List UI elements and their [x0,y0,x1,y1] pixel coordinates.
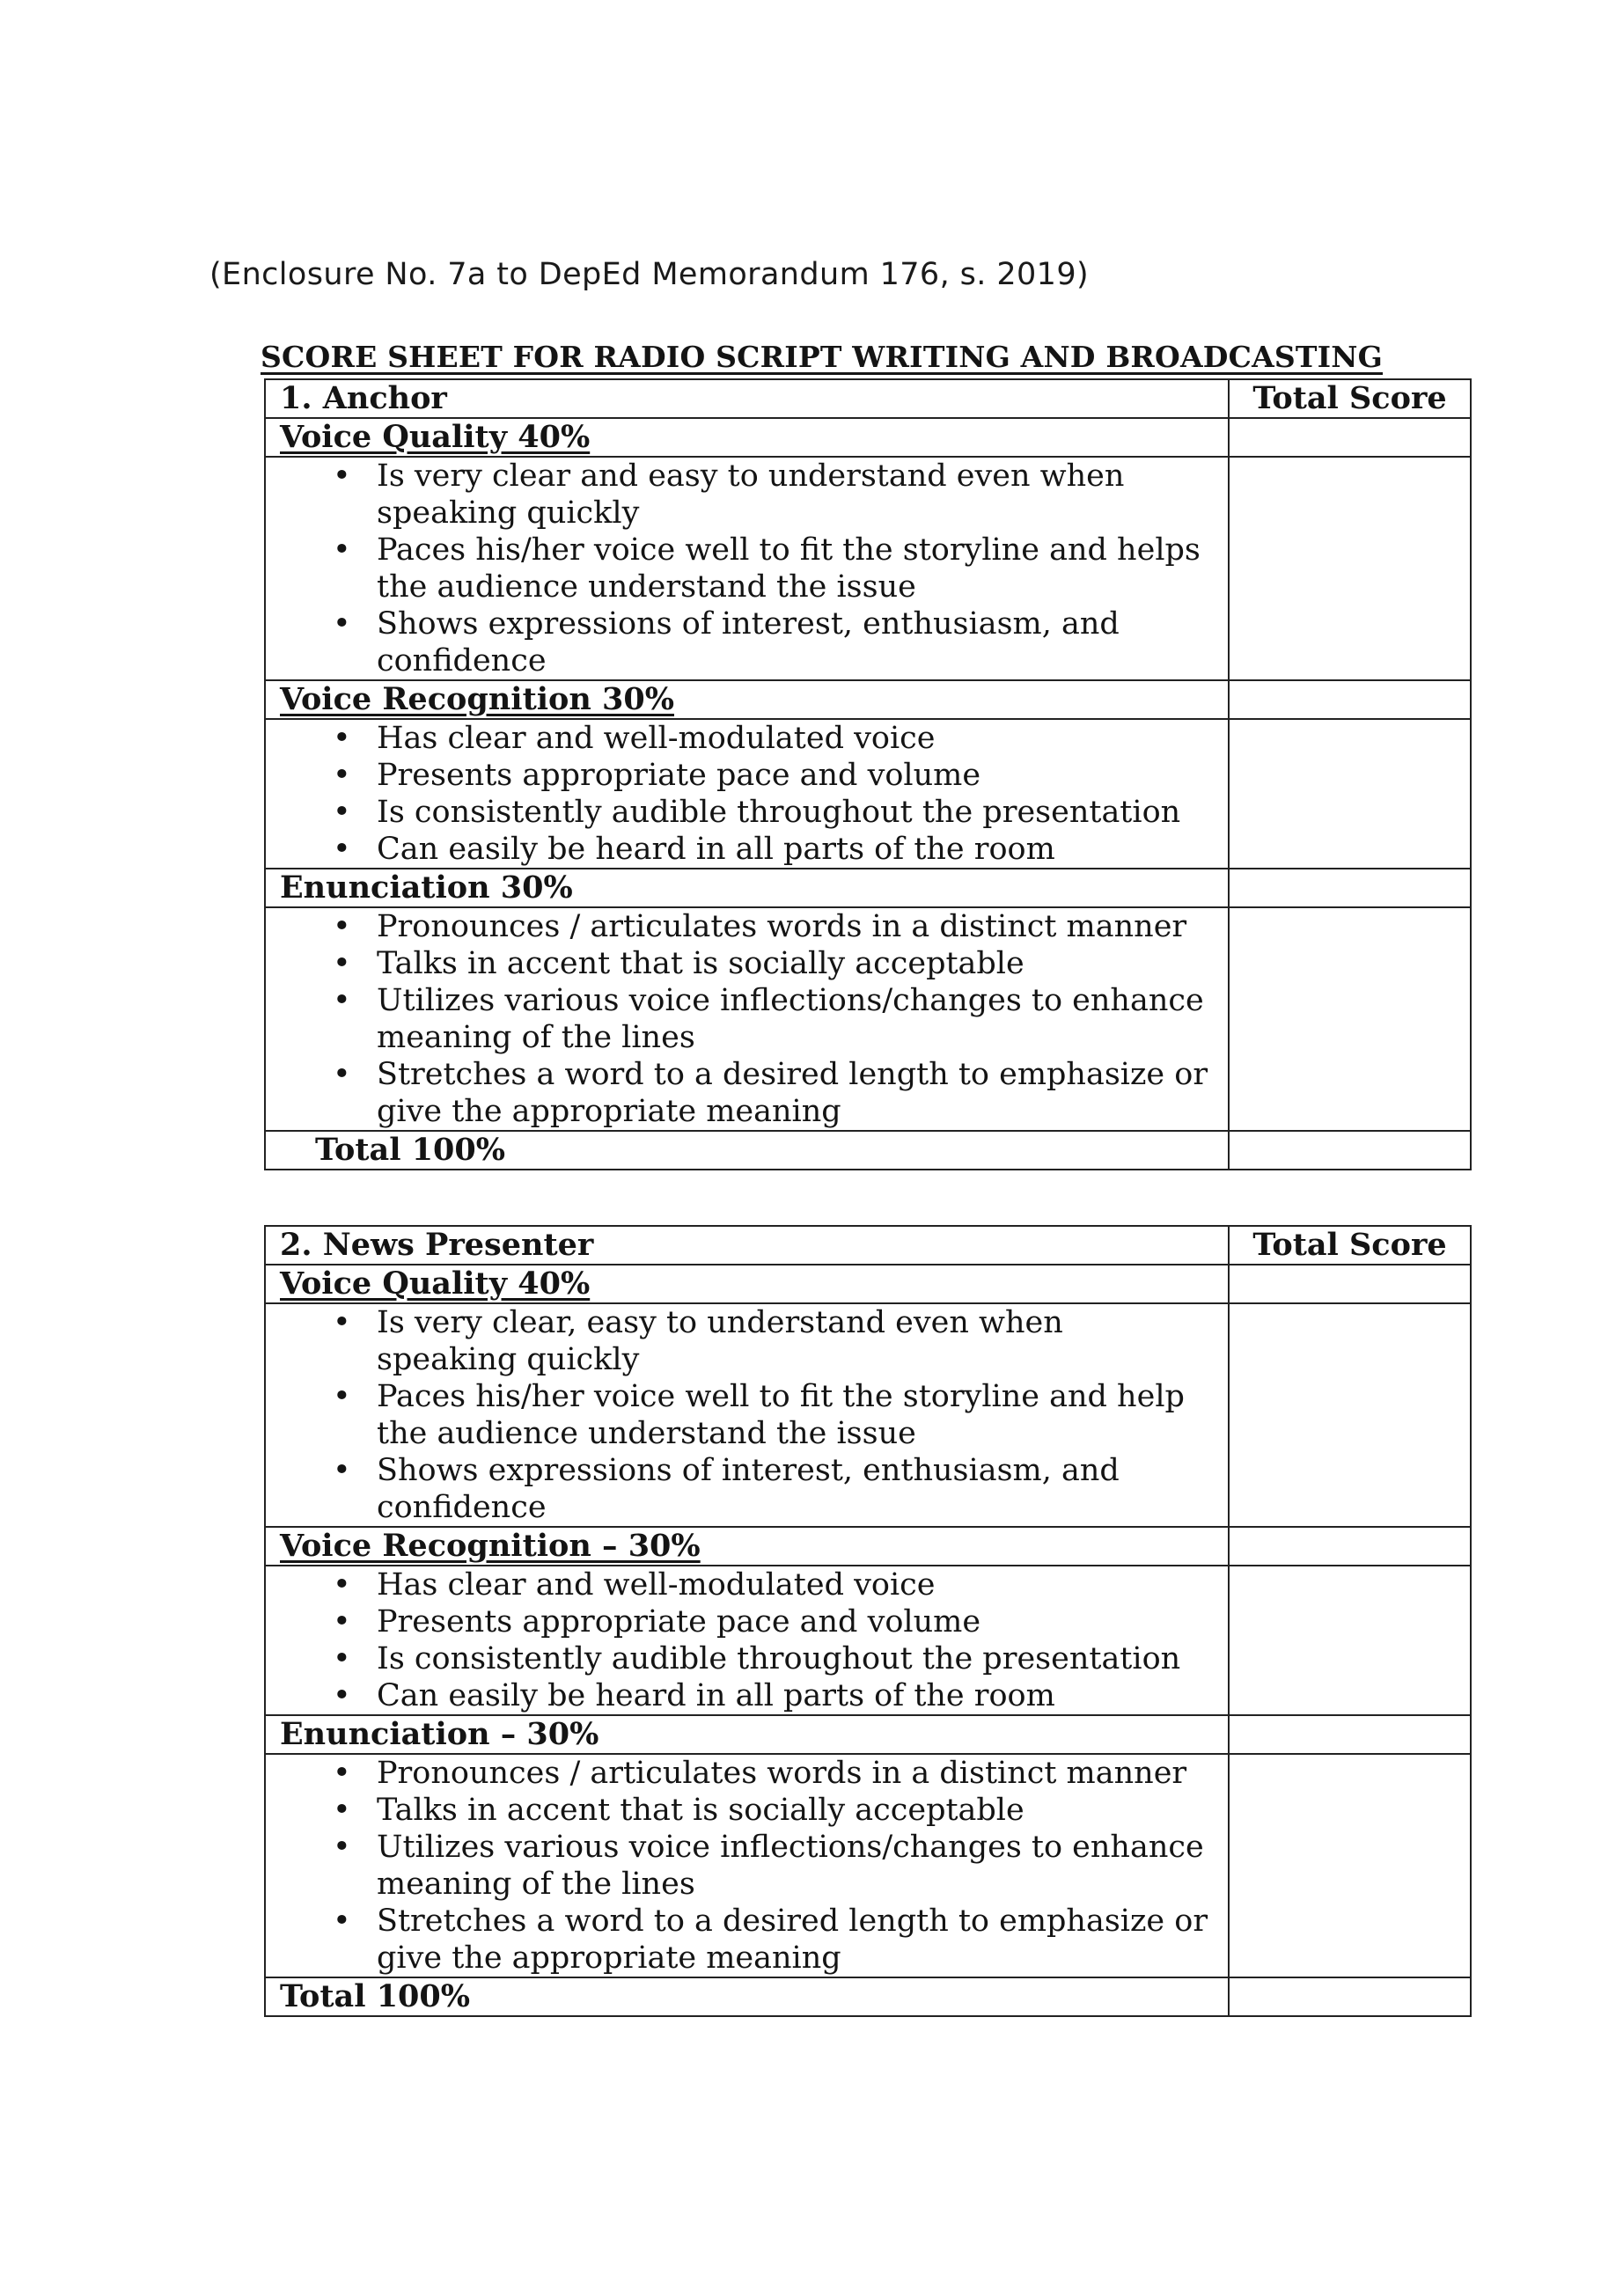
score-cell[interactable] [1229,1265,1471,1303]
score-sheet-title: SCORE SHEET FOR RADIO SCRIPT WRITING AND BROADCASTING [261,340,1384,374]
criterion-items [265,719,1229,869]
list-item-text: Utilizes various voice inflections/changes to enhance meaning of the lines [377,983,1204,1055]
list-item-text: Is very clear, easy to understand even when speaking quickly [377,1305,1063,1377]
bullet-icon: • [333,909,351,944]
list-item-text: Stretches a word to a desired length to emphasize or give the appropriate meaning [377,1057,1208,1129]
score-cell[interactable] [1229,869,1471,907]
bullet-list [266,720,1228,868]
list-item [266,908,1228,945]
criterion-items-row [265,1566,1471,1715]
section-header: 2. News Presenter [265,1226,1229,1265]
criterion-label [265,1265,1229,1303]
list-item [266,1603,1228,1640]
score-cell[interactable] [1229,719,1471,869]
list-item [266,1566,1228,1603]
total-score-header: Total Score [1229,1226,1471,1265]
criterion-items-row [265,907,1471,1131]
criterion-items-row [265,457,1471,680]
list-item-text: Has clear and well-modulated voice [377,1567,936,1603]
bullet-icon: • [333,946,351,981]
score-cell[interactable] [1229,907,1471,1131]
list-item [266,532,1228,605]
list-item [266,757,1228,794]
list-item [266,831,1228,868]
score-cell[interactable] [1229,1527,1471,1566]
criterion-items [265,1754,1229,1977]
total-row [265,1131,1471,1170]
total-score-header: Total Score [1229,379,1471,418]
bullet-icon: • [333,1379,351,1414]
criterion-items [265,1566,1229,1715]
score-cell[interactable] [1229,680,1471,719]
list-item [266,1792,1228,1829]
list-item-text: Pronounces / articulates words in a distinct manner [377,1756,1187,1791]
table-header-row [265,379,1471,418]
criterion-label-text: Voice Quality 40% [280,1265,591,1302]
list-item [266,1304,1228,1378]
total-label: Total 100% [265,1977,1229,2016]
list-item-text: Stretches a word to a desired length to emphasize or give the appropriate meaning [377,1904,1208,1976]
list-item [266,1755,1228,1792]
list-item [266,720,1228,757]
anchor-score-table [264,378,1472,1170]
list-item-text: Is consistently audible throughout the presentation [377,795,1181,830]
list-item-text: Talks in accent that is socially acceptable [377,1793,1024,1828]
list-item [266,1056,1228,1130]
bullet-icon: • [333,721,351,756]
criterion-label-text: Voice Recognition 30% [280,681,674,717]
bullet-icon: • [333,1793,351,1828]
list-item-text: Can easily be heard in all parts of the room [377,832,1055,867]
bullet-icon: • [333,1604,351,1639]
list-item [266,794,1228,831]
bullet-icon: • [333,795,351,830]
list-item-text: Paces his/her voice well to fit the storyline and helps the audience understand the issue [377,532,1201,605]
criterion-items-row [265,1754,1471,1977]
list-item-text: Shows expressions of interest, enthusiasm, and confidence [377,1453,1120,1525]
total-score-cell[interactable] [1229,1977,1471,2016]
bullet-icon: • [333,758,351,793]
list-item-text: Has clear and well-modulated voice [377,721,936,756]
score-cell[interactable] [1229,418,1471,457]
list-item-text: Utilizes various voice inflections/changes to enhance meaning of the lines [377,1830,1204,1902]
criterion-label: Enunciation – 30% [265,1715,1229,1754]
bullet-list [266,908,1228,1130]
criterion-row [265,1527,1471,1566]
list-item [266,1452,1228,1526]
criterion-items [265,907,1229,1131]
list-item-text: Paces his/her voice well to fit the storyline and help the audience understand the issue [377,1379,1185,1451]
list-item [266,1829,1228,1903]
criterion-label-text: Voice Recognition – 30% [280,1528,701,1564]
criterion-label [265,418,1229,457]
section-header: 1. Anchor [265,379,1229,418]
bullet-icon: • [333,1057,351,1092]
list-item [266,982,1228,1056]
list-item [266,458,1228,532]
criterion-items-row [265,1303,1471,1527]
bullet-icon: • [333,1904,351,1939]
list-item [266,1903,1228,1977]
criterion-label [265,1527,1229,1566]
bullet-list [266,1304,1228,1526]
list-item [266,1378,1228,1452]
list-item [266,1640,1228,1677]
list-item-text: Can easily be heard in all parts of the room [377,1678,1055,1713]
criterion-label: Enunciation 30% [265,869,1229,907]
list-item [266,945,1228,982]
bullet-icon: • [333,1641,351,1676]
score-cell[interactable] [1229,1754,1471,1977]
total-label: Total 100% [265,1131,1229,1170]
criterion-label-text: Voice Quality 40% [280,419,591,455]
bullet-icon: • [333,458,351,494]
bullet-list [266,458,1228,679]
score-cell[interactable] [1229,457,1471,680]
total-row [265,1977,1471,2016]
list-item-text: Shows expressions of interest, enthusiasm, and confidence [377,606,1120,679]
list-item-text: Presents appropriate pace and volume [377,1604,981,1639]
score-cell[interactable] [1229,1566,1471,1715]
bullet-icon: • [333,606,351,642]
bullet-icon: • [333,1756,351,1791]
list-item-text: Is very clear and easy to understand even when speaking quickly [377,458,1125,531]
criterion-row [265,1715,1471,1754]
table-header-row [265,1226,1471,1265]
criterion-row [265,1265,1471,1303]
bullet-icon: • [333,832,351,867]
bullet-list [266,1566,1228,1714]
score-cell[interactable] [1229,1715,1471,1754]
criterion-items-row [265,719,1471,869]
list-item [266,1677,1228,1714]
bullet-icon: • [333,1453,351,1488]
list-item-text: Talks in accent that is socially acceptable [377,946,1024,981]
criterion-row [265,418,1471,457]
score-cell[interactable] [1229,1303,1471,1527]
bullet-icon: • [333,1567,351,1603]
bullet-icon: • [333,1830,351,1865]
news-presenter-score-table [264,1225,1472,2017]
list-item [266,605,1228,679]
criterion-items [265,457,1229,680]
criterion-items [265,1303,1229,1527]
bullet-icon: • [333,532,351,568]
criterion-row [265,680,1471,719]
criterion-label [265,680,1229,719]
list-item-text: Is consistently audible throughout the presentation [377,1641,1181,1676]
total-score-cell[interactable] [1229,1131,1471,1170]
bullet-icon: • [333,1678,351,1713]
bullet-icon: • [333,1305,351,1340]
enclosure-note: (Enclosure No. 7a to DepEd Memorandum 176, s. 2019) [209,257,1090,292]
list-item-text: Pronounces / articulates words in a distinct manner [377,909,1187,944]
list-item-text: Presents appropriate pace and volume [377,758,981,793]
bullet-icon: • [333,983,351,1018]
bullet-list [266,1755,1228,1977]
criterion-row [265,869,1471,907]
